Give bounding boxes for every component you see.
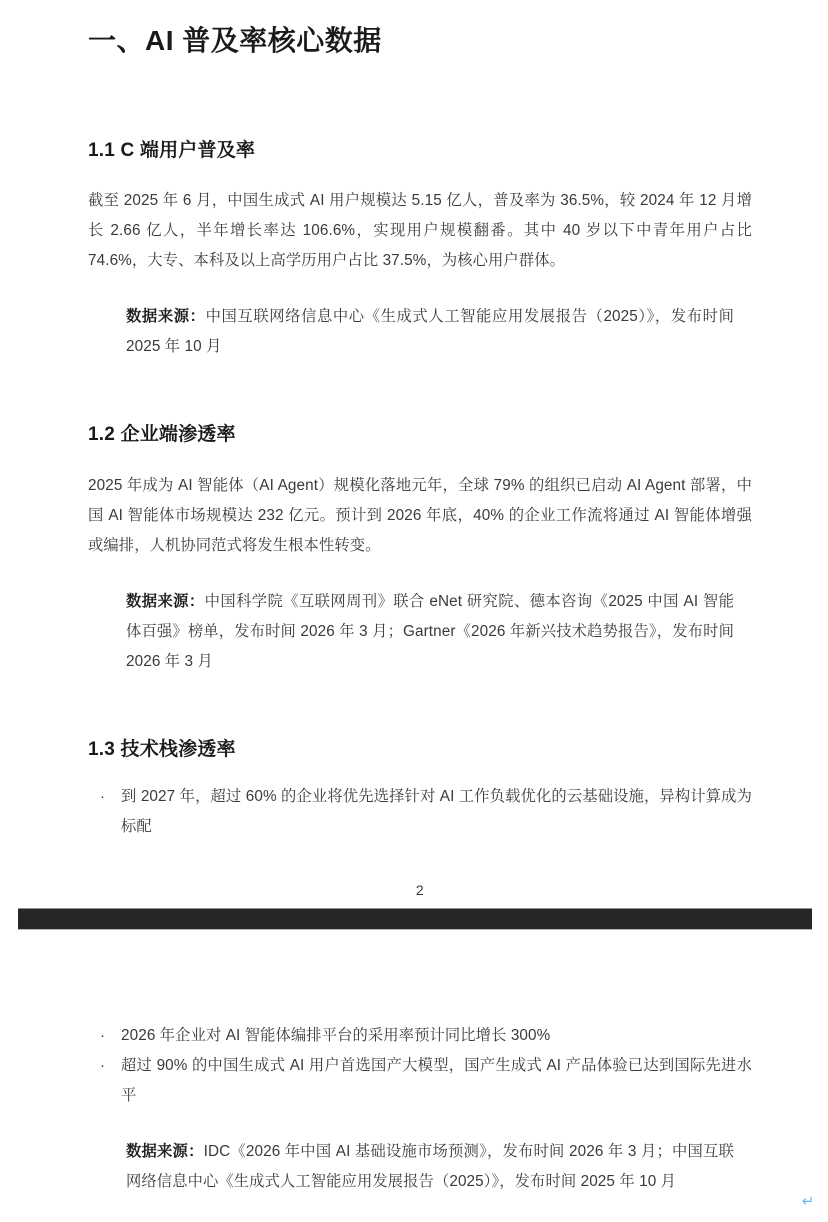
bullet-dot-icon: · — [100, 1057, 106, 1074]
source-text: 中国科学院《互联网周刊》联合 eNet 研究院、德本咨询《2025 中国 AI 智能体百强》榜单，发布时间 2026 年 3 月；Gartner《2026 年新兴技术趋势报告》，发布时间 2026 年 3 月 — [126, 592, 734, 670]
source-note-1-1 — [88, 276, 752, 362]
bullet-dot-icon: · — [100, 1027, 106, 1044]
list-item-text: 超过 90% 的中国生成式 AI 用户首选国产大模型，国产生成式 AI 产品体验已达到国际先进水平 — [121, 1057, 752, 1104]
source-note-1-3 — [88, 1111, 752, 1197]
source-label: 数据来源： — [126, 1143, 204, 1160]
list-item-text: 到 2027 年，超过 60% 的企业将优先选择针对 AI 工作负载优化的云基础设施，异构计算成为标配 — [121, 787, 752, 835]
document-page-2 — [0, 931, 828, 1197]
list-item — [88, 1051, 752, 1111]
source-label: 数据来源： — [126, 592, 205, 610]
source-note-1-2 — [88, 561, 752, 677]
source-label: 数据来源： — [126, 308, 206, 326]
section-heading-1-2: 1.2 企业端渗透率 — [88, 424, 236, 446]
list-item — [88, 782, 752, 842]
list-item-text: 2026 年企业对 AI 智能体编排平台的采用率预计同比增长 300% — [121, 1027, 551, 1044]
page-break-divider — [18, 908, 812, 930]
list-item — [88, 1021, 752, 1051]
source-text: 中国互联网络信息中心《生成式人工智能应用发展报告（2025）》，发布时间 2025 年 10 月 — [126, 308, 734, 356]
bullet-list-page-1 — [88, 764, 752, 842]
section-paragraph-1-1: 截至 2025 年 6 月，中国生成式 AI 用户规模达 5.15 亿人，普及率为 36.5%，较 2024 年 12 月增长 2.66 亿人，半年增长率达 106.6%，实现用户规模翻番。其中 40 岁以下中青年用户占比 74.6%，大专、本科及以上高学历用户占比 37.5%，为核心用户群体。 — [88, 192, 752, 270]
section-heading-1-3: 1.3 技术栈渗透率 — [88, 738, 236, 760]
page-title: 一、AI 普及率核心数据 — [88, 25, 382, 56]
source-text: IDC《2026 年中国 AI 基础设施市场预测》，发布时间 2026 年 3 月；中国互联网络信息中心《生成式人工智能应用发展报告（2025）》，发布时间 2025 年 10 月 — [126, 1143, 734, 1190]
bullet-list-page-2 — [88, 1003, 752, 1111]
section-heading-1-1: 1.1 C 端用户普及率 — [88, 139, 256, 161]
page-number: 2 — [415, 881, 425, 898]
bullet-dot-icon: · — [100, 787, 106, 805]
paragraph-return-icon: ↵ — [801, 1193, 815, 1210]
section-paragraph-1-2: 2025 年成为 AI 智能体（AI Agent）规模化落地元年，全球 79% 的组织已启动 AI Agent 部署，中国 AI 智能体市场规模达 232 亿元。预计到 2026 年底，40% 的企业工作流将通过 AI 智能体增强或编排，人机协同范式将发生根本性转变。 — [88, 476, 752, 554]
